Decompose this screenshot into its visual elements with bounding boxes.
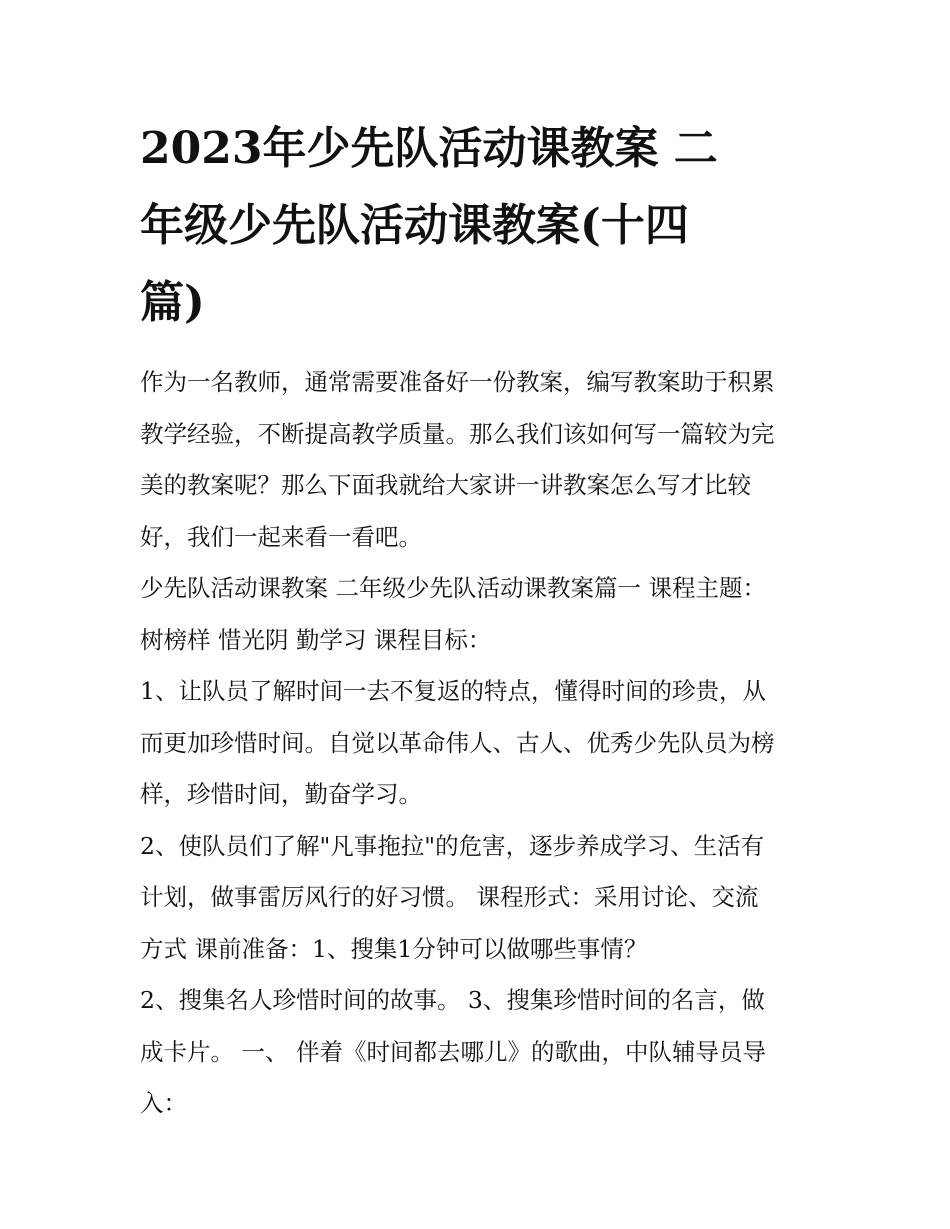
document-page [140, 110, 830, 1130]
title-line-3: 篇) [140, 277, 205, 328]
body-line: 2、搜集名人珍惜时间的故事。 3、搜集珍惜时间的名言，做 [140, 986, 765, 1014]
body-line: 少先队活动课教案 二年级少先队活动课教案篇一 课程主题： [140, 574, 766, 602]
body-line: 方式 课前准备：1、搜集1分钟可以做哪些事情？ [140, 934, 648, 963]
title-line-1: 2023年少先队活动课教案 二 [140, 123, 718, 174]
body-line: 成卡片。 一、 伴着《时间都去哪儿》的歌曲，中队辅导员导 [140, 1037, 766, 1066]
body-line: 好，我们一起来看一看吧。 [140, 522, 422, 551]
body-line: 样，珍惜时间，勤奋学习。 [140, 780, 422, 808]
body-line: 教学经验，不断提高教学质量。那么我们该如何写一篇较为完 [140, 419, 775, 448]
body-line: 2、使队员们了解"凡事拖拉"的危害，逐步养成学习、生活有 [140, 831, 765, 860]
body-line: 1、让队员了解时间一去不复返的特点，懂得时间的珍贵，从 [140, 677, 766, 705]
body-line: 计划，做事雷厉风行的好习惯。 课程形式：采用讨论、交流 [140, 883, 759, 911]
document-body [140, 357, 830, 1130]
body-line: 而更加珍惜时间。自觉以革命伟人、古人、优秀少先队员为榜 [140, 728, 775, 757]
body-line: 入： [140, 1089, 187, 1117]
body-line: 美的教案呢？那么下面我就给大家讲一讲教案怎么写才比较 [140, 471, 751, 499]
body-line: 树榜样 惜光阴 勤学习 课程目标： [140, 625, 492, 654]
document-title [140, 110, 830, 341]
body-line: 作为一名教师，通常需要准备好一份教案，编写教案助于积累 [140, 368, 775, 396]
title-line-2: 年级少先队活动课教案(十四 [140, 200, 689, 251]
